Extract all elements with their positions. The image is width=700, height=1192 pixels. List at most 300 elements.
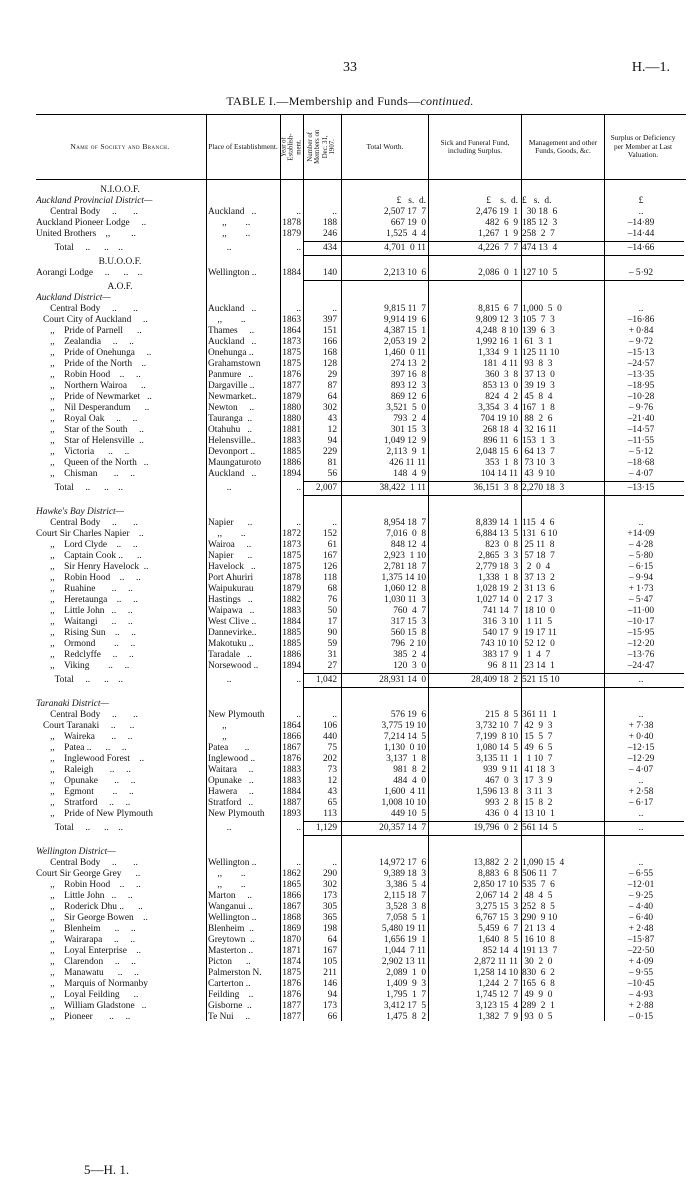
cell-year: 1867	[282, 902, 301, 912]
cell-year: 1878	[282, 218, 301, 228]
cell-place: Havelock ..	[208, 562, 256, 572]
cell-mgmt: 43 9 10	[522, 469, 555, 479]
cell-mem: 61	[327, 540, 337, 550]
cell-mgmt: 13 10 1	[522, 809, 555, 819]
cell-surplus: –15·13	[627, 348, 655, 358]
cell-place: Palmerston N.	[208, 968, 262, 978]
society-heading	[36, 185, 686, 196]
cell-surplus: + 0·84	[628, 326, 654, 336]
table-row	[36, 381, 686, 392]
cell-mgmt: 73 10 3	[522, 458, 555, 468]
table-row	[36, 403, 686, 414]
cell-mgmt: 127 10 5	[522, 268, 558, 278]
header-place: Place of Establishment.	[208, 141, 278, 151]
cell-surplus: ..	[638, 304, 644, 314]
cell-worth: 28,931 14 0	[379, 675, 426, 685]
cell-worth: 5,480 19 11	[381, 924, 426, 934]
cell-mem: 434	[322, 243, 337, 253]
cell-mgmt: 57 18 7	[522, 551, 555, 561]
cell-surplus: – 4·40	[628, 902, 654, 912]
cell-mgmt: 41 18 3	[522, 765, 555, 775]
cell-surplus: –18·68	[627, 458, 655, 468]
cell-worth: 4,701 0 11	[384, 243, 426, 253]
cell-sick: 7,199 8 10	[475, 732, 518, 742]
table-row	[36, 529, 686, 540]
cell-surplus: – 4·28	[628, 540, 654, 550]
cell-worth: 2,089 1 0	[386, 968, 426, 978]
cell-place: Auckland ..	[208, 469, 257, 479]
cell-name: ,, William Gladstone ..	[36, 1001, 147, 1011]
cell-year: ..	[296, 858, 301, 868]
cell-year: ..	[296, 675, 301, 685]
cell-year: 1894	[282, 469, 301, 479]
cell-sick: 9,809 12 3	[475, 315, 518, 325]
cell-mgmt: 15 8 2	[522, 798, 553, 808]
cell-mgmt: 93 8 3	[522, 359, 553, 369]
cell-sick: 8,883 6 8	[478, 869, 518, 879]
cell-sick: 28,409 18 2	[471, 675, 518, 685]
cell-sick: 704 19 10	[480, 414, 518, 424]
table-row	[36, 1012, 686, 1023]
cell-name: ,, Royal Oak .. ..	[36, 414, 138, 424]
cell-place: Wellington ..	[208, 858, 257, 868]
cell-surplus: –11·55	[627, 436, 655, 446]
cell-mgmt: 185 12 3	[522, 218, 558, 228]
cell-place: ..	[208, 483, 232, 493]
table-row	[36, 551, 686, 562]
cell-place: Makotuku ..	[208, 639, 254, 649]
table-row	[36, 979, 686, 990]
table-row	[36, 293, 686, 304]
cell-year: 1871	[282, 946, 301, 956]
cell-surplus: + 0·40	[628, 732, 654, 742]
cell-sick: 824 4 2	[485, 392, 518, 402]
header-name: Name of Society and Branch.	[70, 141, 170, 151]
cell-name: ,, Little John .. ..	[36, 606, 133, 616]
cell-mem: 1,129	[315, 823, 337, 833]
page-number: 33	[343, 60, 357, 75]
cell-year: 1876	[282, 979, 301, 989]
cell-surplus: –12·01	[627, 880, 655, 890]
cell-worth: 1,409 9 3	[386, 979, 426, 989]
cell-mgmt: 1,000 5 0	[522, 304, 562, 314]
cell-place: New Plymouth	[208, 710, 265, 720]
cell-place: ,, ..	[208, 529, 246, 539]
cell-mgmt: 31 13 6	[522, 584, 555, 594]
table-row	[36, 595, 686, 606]
cell-surplus: –18·95	[627, 381, 655, 391]
cell-mgmt: 25 11 8	[522, 540, 555, 550]
cell-name: ,, Pride of New Plymouth	[36, 809, 153, 819]
cell-place: Stratford ..	[208, 798, 254, 808]
cell-surplus: –12·20	[627, 639, 655, 649]
cell-worth: £ s. d.	[396, 196, 426, 206]
cell-worth: 893 12 3	[390, 381, 426, 391]
document-reference: H.—1.	[631, 60, 670, 75]
cell-sick: 360 3 8	[485, 370, 518, 380]
cell-mgmt: 17 3 9	[522, 776, 553, 786]
cell-worth: 426 11 11	[389, 458, 426, 468]
cell-year: 1874	[282, 957, 301, 967]
table-row	[36, 606, 686, 617]
cell-name: ,, Marquis of Normanby	[36, 979, 148, 989]
cell-year: ..	[296, 207, 301, 217]
cell-name: ,, Pride of Parnell ..	[36, 326, 142, 336]
cell-mem: 198	[322, 924, 337, 934]
cell-year: 1879	[282, 392, 301, 402]
cell-year: 1866	[282, 732, 301, 742]
cell-surplus: ..	[638, 207, 644, 217]
cell-place: Auckland ..	[208, 304, 257, 314]
cell-name: Total .. .. ..	[36, 823, 123, 833]
table-row	[36, 207, 686, 218]
cell-worth: 796 2 10	[390, 639, 426, 649]
cell-year: ..	[296, 518, 301, 528]
table-row	[36, 359, 686, 370]
cell-year: 1868	[282, 913, 301, 923]
cell-mem: 106	[322, 721, 337, 731]
header-surplus: Surplus or Deficiency per Member at Last Valuation.	[610, 133, 676, 160]
table-row	[36, 326, 686, 337]
header-mgmt: Management and other Funds, Goods, &c.	[528, 137, 598, 155]
cell-mgmt: 561 14 5	[522, 823, 558, 833]
cell-place: Wanganui ..	[208, 902, 253, 912]
cell-mgmt: 45 8 4	[522, 392, 553, 402]
cell-mgmt: 1,090 15 4	[522, 858, 565, 868]
cell-mem: 27	[327, 661, 337, 671]
society-name: A.O.F.	[107, 282, 133, 292]
table-row	[36, 639, 686, 650]
cell-surplus: – 0·15	[628, 1012, 654, 1022]
cell-year: 1883	[282, 606, 301, 616]
cell-mem: 105	[322, 957, 337, 967]
cell-sick: 853 13 0	[482, 381, 518, 391]
cell-surplus: ..	[638, 710, 644, 720]
cell-mem: 128	[322, 359, 337, 369]
cell-sick: 1,640 8 5	[478, 935, 518, 945]
table-row	[36, 699, 686, 710]
cell-name: ,, Little John .. ..	[36, 891, 133, 901]
cell-mem: 17	[327, 617, 337, 627]
cell-worth: 869 12 6	[390, 392, 426, 402]
cell-mem: 68	[327, 584, 337, 594]
cell-place: ..	[208, 675, 232, 685]
table-row	[36, 573, 686, 584]
cell-mgmt: 16 10 8	[522, 935, 555, 945]
cell-worth: 3,137 1 8	[386, 754, 426, 764]
cell-mgmt: 19 17 11	[522, 628, 557, 638]
cell-place: ..	[208, 243, 232, 253]
table-title-continued: continued.	[420, 94, 474, 108]
cell-name: ,, Pioneer .. ..	[36, 1012, 131, 1022]
cell-year: 1872	[282, 529, 301, 539]
cell-place: Hastings ..	[208, 595, 253, 605]
cell-place: Waipukurau	[208, 584, 254, 594]
cell-place: Wairoa ..	[208, 540, 252, 550]
table-row	[36, 348, 686, 359]
cell-name: Central Body .. ..	[36, 858, 138, 868]
society-heading	[36, 282, 686, 293]
cell-mgmt: 115 4 6	[522, 518, 555, 528]
cell-surplus: – 6·17	[628, 798, 654, 808]
cell-worth: 2,053 19 2	[383, 337, 426, 347]
cell-year: 1887	[282, 798, 301, 808]
cell-mem: 305	[322, 902, 337, 912]
table-row	[36, 990, 686, 1001]
cell-worth: 301 15 3	[390, 425, 426, 435]
header-sick: Sick and Funeral Fund, including Surplus.	[440, 137, 510, 155]
cell-mem: 81	[327, 458, 337, 468]
cell-year: 1876	[282, 370, 301, 380]
table-row	[36, 957, 686, 968]
table-row	[36, 968, 686, 979]
cell-year: 1881	[282, 425, 301, 435]
table-row	[36, 732, 686, 743]
cell-year: 1875	[282, 359, 301, 369]
cell-year: 1875	[282, 551, 301, 561]
cell-year: 1876	[282, 754, 301, 764]
cell-mem: 118	[323, 573, 337, 583]
cell-year: 1885	[282, 628, 301, 638]
cell-mem: 2,007	[315, 483, 337, 493]
cell-name: ,, Ruahine .. ..	[36, 584, 133, 594]
cell-sick: 741 14 7	[482, 606, 518, 616]
cell-mem: 43	[327, 414, 337, 424]
cell-worth: 2,507 17 7	[383, 207, 426, 217]
cell-mgmt: 39 19 3	[522, 381, 555, 391]
cell-place: Waipawa ..	[208, 606, 255, 616]
cell-mem: 43	[327, 787, 337, 797]
cell-year: 1885	[282, 639, 301, 649]
cell-name: Auckland Provincial District—	[36, 196, 153, 206]
cell-worth: 9,389 18 3	[383, 869, 426, 879]
cell-year: ..	[296, 823, 301, 833]
cell-sick: 8,839 14 1	[475, 518, 518, 528]
cell-year: 1867	[282, 743, 301, 753]
cell-place: Taradale ..	[208, 650, 252, 660]
cell-worth: 3,386 5 4	[386, 880, 426, 890]
table-title-main: TABLE I.—Membership and Funds—	[226, 94, 421, 108]
cell-mem: ..	[332, 304, 337, 314]
cell-mgmt: 167 1 8	[522, 403, 555, 413]
table-row	[36, 754, 686, 765]
cell-year: 1865	[282, 880, 301, 890]
cell-mgmt: 830 6 2	[522, 968, 555, 978]
cell-mem: 211	[323, 968, 337, 978]
cell-sick: 1,080 14 5	[475, 743, 518, 753]
cell-worth: 1,060 12 8	[383, 584, 426, 594]
cell-worth: 1,475 8 2	[386, 1012, 426, 1022]
cell-year: 1878	[282, 573, 301, 583]
cell-mem: 168	[322, 348, 337, 358]
cell-sick: 268 18 4	[482, 425, 518, 435]
cell-surplus: – 6·55	[628, 869, 654, 879]
cell-mem: 440	[322, 732, 337, 742]
cell-surplus: –14·57	[627, 425, 655, 435]
cell-place: ..	[208, 823, 232, 833]
table-row	[36, 776, 686, 787]
cell-mgmt: 49 9 0	[522, 990, 553, 1000]
cell-surplus: –16·86	[627, 315, 655, 325]
cell-sick: 3,135 11 1	[476, 754, 518, 764]
cell-worth: 7,214 14 5	[383, 732, 426, 742]
cell-name: ,, Raleigh .. ..	[36, 765, 131, 775]
cell-mem: 87	[327, 381, 337, 391]
cell-sick: 1,258 14 10	[473, 968, 518, 978]
cell-mgmt: 125 11 10	[522, 348, 560, 358]
cell-name: ,, Chisman .. ..	[36, 469, 135, 479]
cell-sick: 383 17 9	[482, 650, 518, 660]
cell-sick: 1,244 2 7	[478, 979, 518, 989]
cell-worth: 3,775 19 10	[381, 721, 426, 731]
cell-sick: 8,815 6 7	[478, 304, 518, 314]
society-heading	[36, 257, 686, 268]
table-row	[36, 869, 686, 880]
cell-place: ,, ..	[208, 218, 251, 228]
cell-name: ,, Manawatu .. ..	[36, 968, 139, 978]
cell-year: 1894	[282, 661, 301, 671]
table-row	[36, 880, 686, 891]
cell-worth: 760 4 7	[393, 606, 426, 616]
cell-worth: 1,460 0 11	[384, 348, 426, 358]
table-row	[36, 540, 686, 551]
cell-mem: 31	[327, 650, 337, 660]
cell-year: 1880	[282, 403, 301, 413]
table-row	[36, 562, 686, 573]
cell-place: Opunake ..	[208, 776, 254, 786]
cell-worth: 9,815 11 7	[384, 304, 426, 314]
cell-sick: 540 17 9	[482, 628, 518, 638]
cell-surplus: – 9·94	[628, 573, 654, 583]
cell-place: ,, ..	[208, 315, 246, 325]
cell-name: Court Taranaki .. ..	[36, 721, 135, 731]
cell-worth: 1,600 4 11	[384, 787, 426, 797]
cell-sick: 2,850 17 10	[473, 880, 518, 890]
cell-mgmt: 290 9 10	[522, 913, 558, 923]
cell-surplus: – 9·25	[628, 891, 654, 901]
cell-year: 1884	[282, 787, 301, 797]
cell-worth: 1,795 1 7	[386, 990, 426, 1000]
cell-worth: 793 2 4	[393, 414, 426, 424]
cell-surplus: – 6·40	[628, 913, 654, 923]
cell-worth: 385 2 4	[393, 650, 426, 660]
cell-year: 1879	[282, 229, 301, 239]
cell-mgmt: 361 11 1	[522, 710, 557, 720]
cell-worth: 38,422 1 11	[379, 483, 426, 493]
cell-surplus: –13·15	[627, 483, 655, 493]
cell-sick: 939 9 11	[483, 765, 518, 775]
cell-year: 1877	[282, 1012, 301, 1022]
cell-mem: ..	[332, 858, 337, 868]
cell-sick: 3,732 10 7	[475, 721, 518, 731]
cell-surplus: –10·28	[627, 392, 655, 402]
cell-surplus: – 4·93	[628, 990, 654, 1000]
cell-mem: 166	[322, 337, 337, 347]
cell-mem: 146	[322, 979, 337, 989]
table-row	[36, 913, 686, 924]
cell-mem: 188	[322, 218, 337, 228]
cell-mem: 59	[327, 639, 337, 649]
cell-mgmt: 23 14 1	[522, 661, 555, 671]
table-row	[36, 628, 686, 639]
cell-mgmt: 191 13 7	[522, 946, 558, 956]
cell-place: Marton ..	[208, 891, 253, 901]
cell-worth: 2,781 18 7	[383, 562, 426, 572]
cell-name: ,, Stratford .. ..	[36, 798, 131, 808]
cell-surplus: + 2·48	[628, 924, 654, 934]
cell-sick: 1,596 13 8	[475, 787, 518, 797]
cell-mem: 302	[322, 403, 337, 413]
cell-mem: 12	[327, 425, 337, 435]
cell-mem: 167	[322, 551, 337, 561]
cell-worth: 397 16 8	[390, 370, 426, 380]
cell-place: New Plymouth	[208, 809, 265, 819]
cell-name: ,, Captain Cook .. ..	[36, 551, 142, 561]
cell-name: Wellington District—	[36, 847, 116, 857]
cell-surplus: + 2·88	[628, 1001, 654, 1011]
cell-place: Tauranga ..	[208, 414, 253, 424]
cell-year: ..	[296, 483, 301, 493]
society-name: B.U.O.O.F.	[98, 257, 142, 267]
cell-name: ,, Inglewood Forest ..	[36, 754, 145, 764]
header-year: Year of Establish-ment.	[280, 133, 303, 161]
cell-name: Central Body .. ..	[36, 304, 138, 314]
cell-name: ,, Blenheim .. ..	[36, 924, 136, 934]
cell-worth: 1,130 0 10	[383, 743, 426, 753]
cell-place: Greytown ..	[208, 935, 255, 945]
cell-mem: 73	[327, 765, 337, 775]
cell-sick: 1,745 12 7	[475, 990, 518, 1000]
cell-place: ,, ..	[208, 880, 246, 890]
cell-sick: 3,354 3 4	[478, 403, 518, 413]
cell-surplus: – 4·07	[628, 469, 654, 479]
cell-sick: 13,882 2 2	[473, 858, 518, 868]
cell-worth: 7,058 5 1	[386, 913, 426, 923]
cell-sick: 1,992 16 1	[475, 337, 518, 347]
cell-worth: 20,357 14 7	[379, 823, 426, 833]
cell-name: Auckland Pioneer Lodge ..	[36, 218, 147, 228]
cell-name: ,, Robin Hood .. ..	[36, 370, 141, 380]
cell-surplus: + 4·09	[628, 957, 654, 967]
cell-name: ,, Waireka .. ..	[36, 732, 133, 742]
cell-name: ,, Wairarapa .. ..	[36, 935, 136, 945]
cell-sick: 743 10 10	[480, 639, 518, 649]
cell-surplus: – 6·15	[628, 562, 654, 572]
cell-worth: 576 19 6	[390, 710, 426, 720]
cell-year: 1877	[282, 1001, 301, 1011]
cell-surplus: – 4·07	[628, 765, 654, 775]
table-row	[36, 823, 686, 834]
cell-surplus: –15·87	[627, 935, 655, 945]
cell-worth: 14,972 17 6	[379, 858, 426, 868]
cell-sick: 2,067 14 2	[475, 891, 518, 901]
cell-place: Onehunga ..	[208, 348, 254, 358]
cell-surplus: – 5·92	[628, 268, 654, 278]
cell-mem: 50	[327, 606, 337, 616]
table-header	[36, 114, 686, 180]
cell-surplus: – 5·12	[628, 447, 654, 457]
cell-place: Wellington ..	[208, 913, 257, 923]
cell-sick: 181 4 11	[483, 359, 518, 369]
cell-mgmt: 289 2 1	[522, 1001, 555, 1011]
cell-surplus: ..	[638, 858, 644, 868]
cell-place: Hawera ..	[208, 787, 254, 797]
cell-place: Patea ..	[208, 743, 250, 753]
cell-mgmt: 30 2 0	[522, 957, 553, 967]
cell-name: Court Sir George Grey ..	[36, 869, 141, 879]
cell-worth: 449 10 5	[390, 809, 426, 819]
column-rule	[428, 178, 429, 1021]
